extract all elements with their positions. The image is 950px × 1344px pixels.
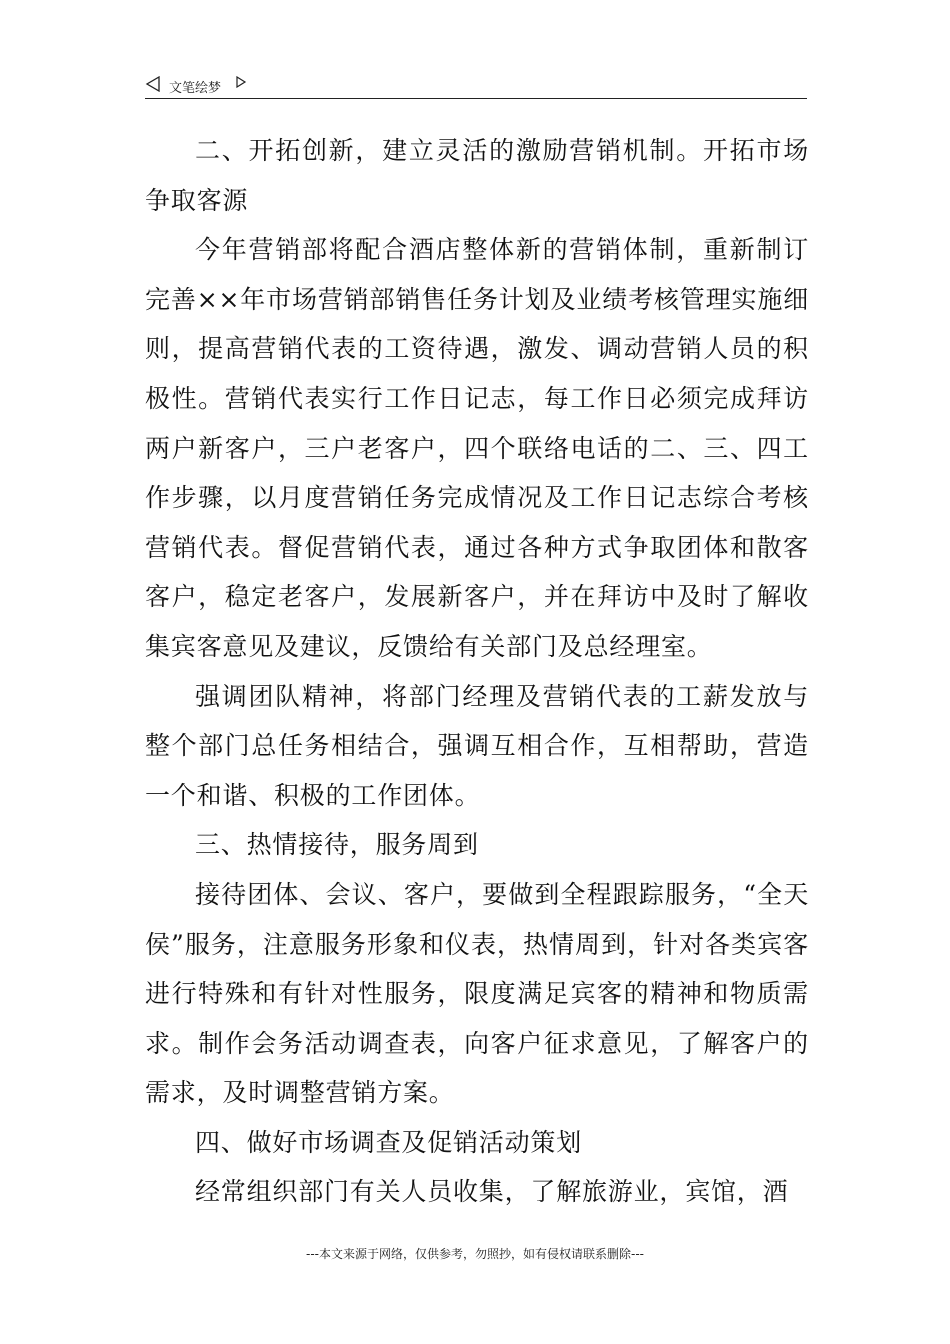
page-header xyxy=(145,74,807,99)
body-paragraph: 经常组织部门有关人员收集，了解旅游业，宾馆，酒 xyxy=(195,1177,789,1207)
section-heading-3: 三、热情接待，服务周到 xyxy=(195,830,479,860)
body-paragraph: 接待团体、会议、客户，要做到全程跟踪服务，“全天侯”服务，注意服务形象和仪表，热情周到，针对各类宾客进行特殊和有针对性服务，限度满足宾客的精神和物质需求。制作会务活动调查表，向客户征求意见，了解客户的需求，及时调整营销方案。 xyxy=(145,879,809,1108)
section-heading-4: 四、做好市场调查及促销活动策划 xyxy=(195,1127,583,1157)
body-paragraph: 强调团队精神，将部门经理及营销代表的工薪发放与整个部门总任务相结合，强调互相合作，互相帮助，营造一个和谐、积极的工作团体。 xyxy=(145,681,809,810)
page-footer-notice: ---本文来源于网络，仅供参考，勿照抄，如有侵权请联系删除--- xyxy=(306,1247,644,1261)
triangle-right-icon xyxy=(235,76,247,88)
body-paragraph: 今年营销部将配合酒店整体新的营销体制，重新制订完善××年市场营销部销售任务计划及业绩考核管理实施细则，提高营销代表的工资待遇，激发、调动营销人员的积极性。营销代表实行工作日记志，每工作日必须完成拜访两户新客户，三户老客户，四个联络电话的二、三、四工作步骤，以月度营销任务完成情况及工作日记志综合考核营销代表。督促营销代表，通过各种方式争取团体和散客客户，稳定老客户，发展新客户，并在拜访中及时了解收集宾客意见及建议，反馈给有关部门及总经理室。 xyxy=(145,235,809,661)
section-heading-2: 二、开拓创新，建立灵活的激励营销机制。开拓市场争取客源 xyxy=(145,136,809,215)
document-body xyxy=(145,126,809,1217)
triangle-left-icon xyxy=(145,76,161,92)
header-brand: 文笔绘梦 xyxy=(169,81,222,96)
